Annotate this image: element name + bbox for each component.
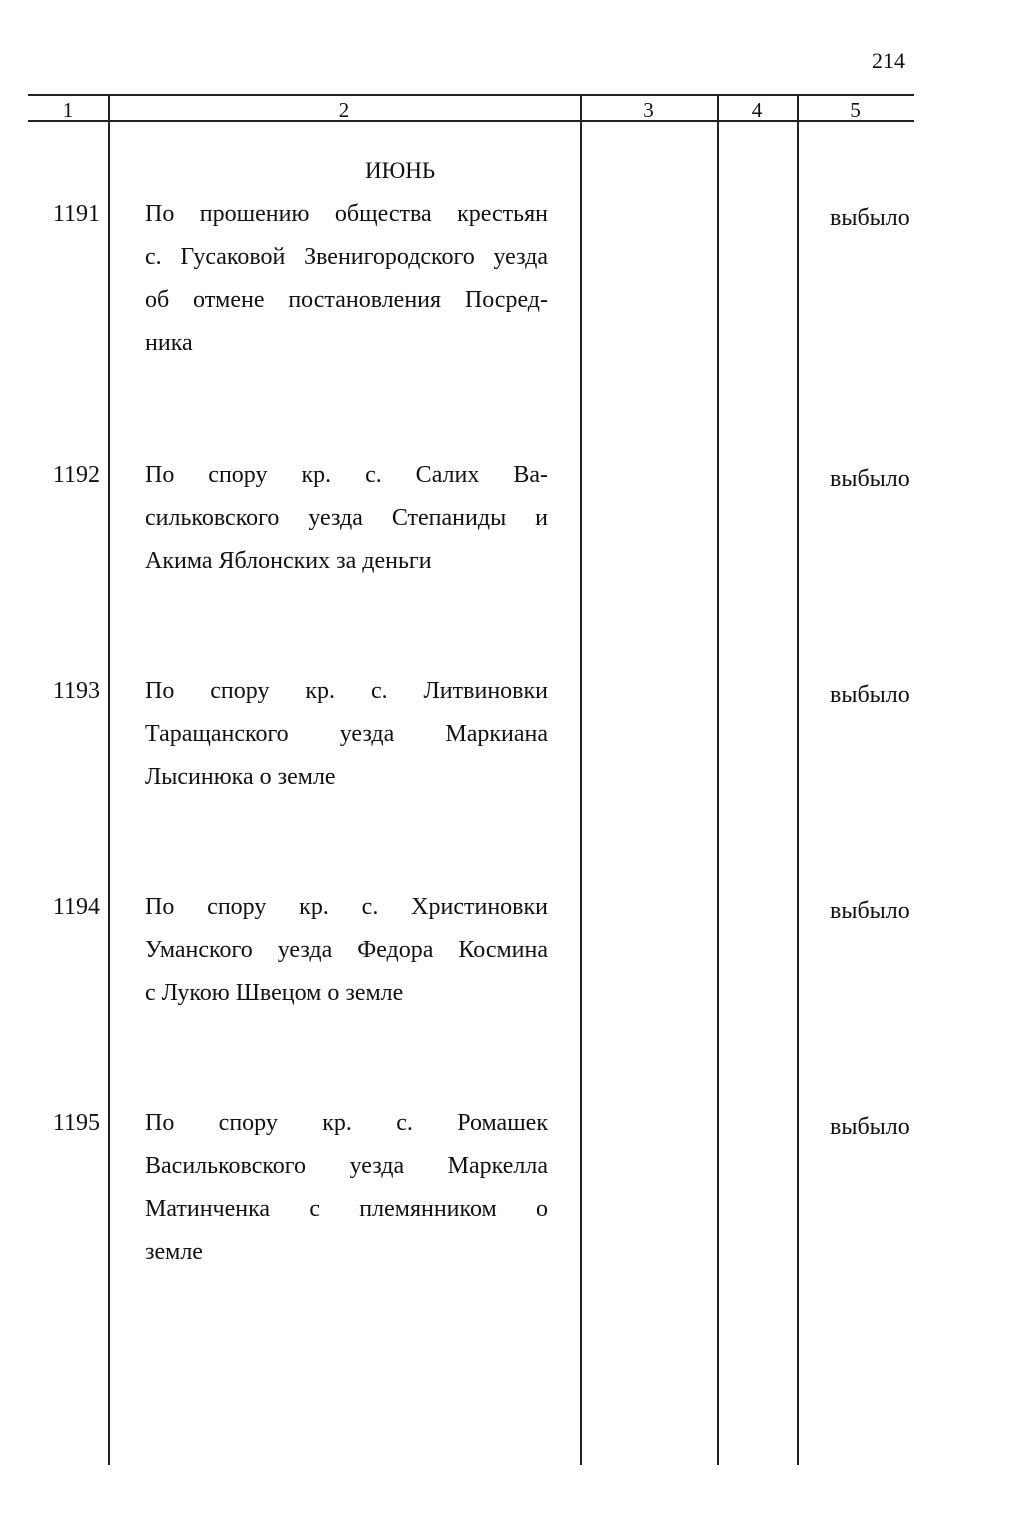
table-header-top-rule — [28, 94, 914, 96]
text-line: Акима Яблонских за деньги — [145, 548, 432, 574]
text-line: Таращанского уезда Маркиана — [145, 721, 548, 747]
text-line: сильковского уезда Степаниды и — [145, 505, 548, 531]
column-header-3: 3 — [643, 98, 654, 122]
column-header-4: 4 — [751, 98, 763, 122]
entry-number: 1195 — [52, 1110, 100, 1136]
entry-status: выбыло — [830, 205, 910, 231]
text-line: По спору кр. с. Ромашек — [145, 1110, 548, 1136]
text-line: По прошению общества крестьян — [145, 201, 548, 227]
text-line: По спору кр. с. Христиновки — [145, 894, 548, 920]
entry-status: выбыло — [830, 682, 910, 708]
column-divider — [797, 95, 799, 1465]
entry-number: 1192 — [52, 462, 100, 488]
column-header-1: 1 — [62, 98, 74, 122]
column-header-2: 2 — [338, 98, 350, 122]
entry-status: выбыло — [830, 1114, 910, 1140]
text-line: Уманского уезда Федора Космина — [145, 937, 548, 963]
text-line: Васильковского уезда Маркелла — [145, 1153, 548, 1179]
entry-status: выбыло — [830, 898, 910, 924]
entry-description — [145, 193, 548, 365]
month-heading: ИЮНЬ — [364, 158, 436, 183]
column-divider — [108, 95, 110, 1465]
text-line: об отмене постановления Посред- — [145, 287, 548, 313]
column-divider — [717, 95, 719, 1465]
text-line: земле — [145, 1239, 203, 1265]
entry-number: 1193 — [52, 678, 100, 704]
entry-number: 1194 — [52, 894, 100, 920]
text-line: По спору кр. с. Салих Ва- — [145, 462, 548, 488]
column-divider — [580, 95, 582, 1465]
entry-description — [145, 886, 548, 1015]
text-line: Лысинюка о земле — [145, 764, 336, 790]
entry-description — [145, 1102, 548, 1274]
entry-number: 1191 — [52, 201, 100, 227]
column-header-5: 5 — [850, 98, 861, 122]
text-line: По спору кр. с. Литвиновки — [145, 678, 548, 704]
text-line: ника — [145, 330, 193, 356]
text-line: с Лукою Швецом о земле — [145, 980, 404, 1006]
entry-description — [145, 670, 548, 799]
text-line: с. Гусаковой Звенигородского уезда — [145, 244, 548, 270]
page-number: 214 — [872, 48, 905, 73]
text-line: Матинченка с племянником о — [145, 1196, 548, 1222]
entry-status: выбыло — [830, 466, 910, 492]
entry-description — [145, 454, 548, 583]
